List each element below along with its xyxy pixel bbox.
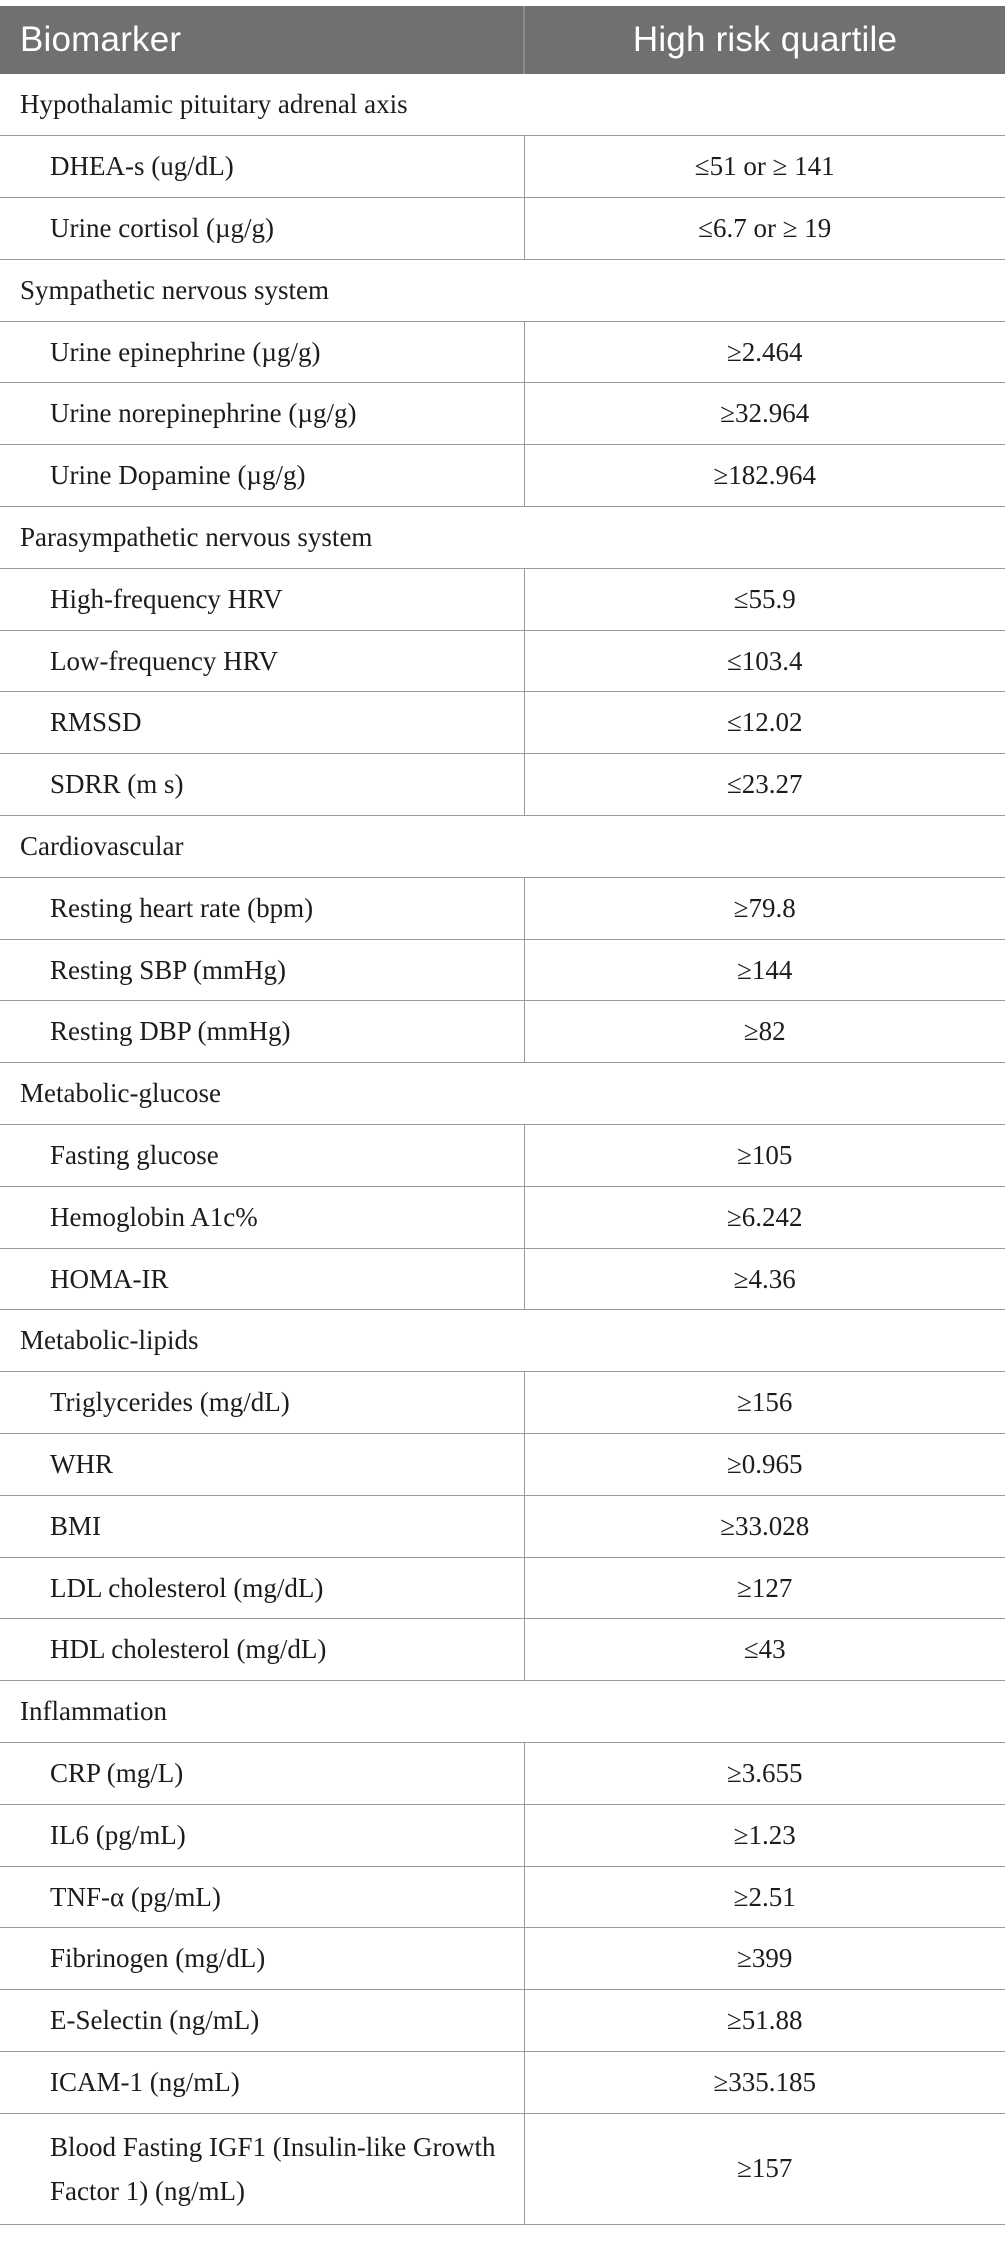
biomarker-cell: Urine cortisol (µg/g): [0, 198, 524, 260]
table-row: [0, 1125, 1005, 1187]
table-row: [0, 198, 1005, 260]
high-risk-quartile-cell: ≥33.028: [524, 1495, 1005, 1557]
high-risk-quartile-cell: ≥2.464: [524, 321, 1005, 383]
high-risk-quartile-cell: ≥79.8: [524, 877, 1005, 939]
table-row: [0, 1557, 1005, 1619]
group-header-row: [0, 507, 1005, 569]
high-risk-quartile-cell: ≥127: [524, 1557, 1005, 1619]
group-title: Cardiovascular: [0, 816, 1005, 878]
biomarker-cell: RMSSD: [0, 692, 524, 754]
table-row: [0, 383, 1005, 445]
high-risk-quartile-cell: ≤55.9: [524, 568, 1005, 630]
biomarker-cell: Fibrinogen (mg/dL): [0, 1928, 524, 1990]
biomarker-cell: ICAM-1 (ng/mL): [0, 2052, 524, 2114]
biomarker-cell: Low-frequency HRV: [0, 630, 524, 692]
table-row: [0, 1804, 1005, 1866]
group-title: Inflammation: [0, 1681, 1005, 1743]
table-row: [0, 136, 1005, 198]
high-risk-quartile-cell: ≤23.27: [524, 754, 1005, 816]
group-header-row: [0, 74, 1005, 136]
high-risk-quartile-cell: ≥144: [524, 939, 1005, 1001]
high-risk-quartile-cell: ≥51.88: [524, 1990, 1005, 2052]
table-row: [0, 939, 1005, 1001]
high-risk-quartile-cell: ≥2.51: [524, 1866, 1005, 1928]
table-header: [0, 6, 1005, 74]
high-risk-quartile-cell: ≥335.185: [524, 2052, 1005, 2114]
table-row: [0, 1990, 1005, 2052]
table-row: [0, 445, 1005, 507]
table-row: [0, 1372, 1005, 1434]
biomarker-cell: E-Selectin (ng/mL): [0, 1990, 524, 2052]
biomarker-cell: Resting DBP (mmHg): [0, 1001, 524, 1063]
group-title: Metabolic-glucose: [0, 1063, 1005, 1125]
biomarker-cell: Resting SBP (mmHg): [0, 939, 524, 1001]
high-risk-quartile-cell: ≥105: [524, 1125, 1005, 1187]
column-header-biomarker: Biomarker: [0, 6, 524, 74]
table-row: [0, 321, 1005, 383]
biomarker-cell: Hemoglobin A1c%: [0, 1186, 524, 1248]
table-row: [0, 568, 1005, 630]
biomarker-cell: Triglycerides (mg/dL): [0, 1372, 524, 1434]
biomarker-cell: SDRR (m s): [0, 754, 524, 816]
biomarker-cell: DHEA-s (ug/dL): [0, 136, 524, 198]
table-row: [0, 1495, 1005, 1557]
biomarker-cell: HOMA-IR: [0, 1248, 524, 1310]
biomarker-cell: Resting heart rate (bpm): [0, 877, 524, 939]
biomarker-cell: TNF-α (pg/mL): [0, 1866, 524, 1928]
group-header-row: [0, 1681, 1005, 1743]
biomarker-cell: Fasting glucose: [0, 1125, 524, 1187]
table-body: [0, 74, 1005, 2224]
group-header-row: [0, 1310, 1005, 1372]
table-row: [0, 877, 1005, 939]
high-risk-quartile-cell: ≥0.965: [524, 1434, 1005, 1496]
biomarker-cell: Urine Dopamine (µg/g): [0, 445, 524, 507]
table-row: [0, 1186, 1005, 1248]
table-row: [0, 630, 1005, 692]
group-title: Sympathetic nervous system: [0, 259, 1005, 321]
column-header-high-risk-quartile: High risk quartile: [632, 20, 898, 59]
biomarker-cell: WHR: [0, 1434, 524, 1496]
table-row: [0, 1928, 1005, 1990]
group-title: Hypothalamic pituitary adrenal axis: [0, 74, 1005, 136]
table-row: [0, 1001, 1005, 1063]
biomarker-cell: HDL cholesterol (mg/dL): [0, 1619, 524, 1681]
table-row: [0, 1434, 1005, 1496]
biomarker-cell: Urine norepinephrine (µg/g): [0, 383, 524, 445]
biomarker-cell: BMI: [0, 1495, 524, 1557]
high-risk-quartile-cell: ≥399: [524, 1928, 1005, 1990]
biomarker-cell: IL6 (pg/mL): [0, 1804, 524, 1866]
table-row: [0, 1248, 1005, 1310]
biomarker-table-container: [0, 6, 1005, 2225]
header-row: [0, 6, 1005, 74]
biomarker-cell: Urine epinephrine (µg/g): [0, 321, 524, 383]
group-header-row: [0, 259, 1005, 321]
biomarker-cell: CRP (mg/L): [0, 1743, 524, 1805]
high-risk-quartile-cell: ≤12.02: [524, 692, 1005, 754]
high-risk-quartile-cell: ≥82: [524, 1001, 1005, 1063]
high-risk-quartile-cell: ≥1.23: [524, 1804, 1005, 1866]
table-row: [0, 1866, 1005, 1928]
high-risk-quartile-cell: ≥156: [524, 1372, 1005, 1434]
table-row: [0, 1743, 1005, 1805]
high-risk-quartile-cell: ≥32.964: [524, 383, 1005, 445]
biomarker-cell: High-frequency HRV: [0, 568, 524, 630]
biomarker-cell: LDL cholesterol (mg/dL): [0, 1557, 524, 1619]
table-row: [0, 692, 1005, 754]
high-risk-quartile-cell: ≥6.242: [524, 1186, 1005, 1248]
high-risk-quartile-cell: ≤51 or ≥ 141: [524, 136, 1005, 198]
high-risk-quartile-cell: ≥3.655: [524, 1743, 1005, 1805]
group-header-row: [0, 1063, 1005, 1125]
high-risk-quartile-cell: ≥182.964: [524, 445, 1005, 507]
table-row: [0, 754, 1005, 816]
high-risk-quartile-cell: ≤103.4: [524, 630, 1005, 692]
high-risk-quartile-cell: ≤6.7 or ≥ 19: [524, 198, 1005, 260]
biomarker-table: [0, 6, 1005, 2225]
high-risk-quartile-cell: ≥157: [524, 2113, 1005, 2224]
biomarker-cell: Blood Fasting IGF1 (Insulin-like Growth Factor 1) (ng/mL): [0, 2113, 524, 2224]
high-risk-quartile-cell: ≤43: [524, 1619, 1005, 1681]
high-risk-quartile-cell: ≥4.36: [524, 1248, 1005, 1310]
table-row: [0, 2052, 1005, 2114]
group-title: Parasympathetic nervous system: [0, 507, 1005, 569]
group-header-row: [0, 816, 1005, 878]
table-row: [0, 1619, 1005, 1681]
table-row: [0, 2113, 1005, 2224]
group-title: Metabolic-lipids: [0, 1310, 1005, 1372]
